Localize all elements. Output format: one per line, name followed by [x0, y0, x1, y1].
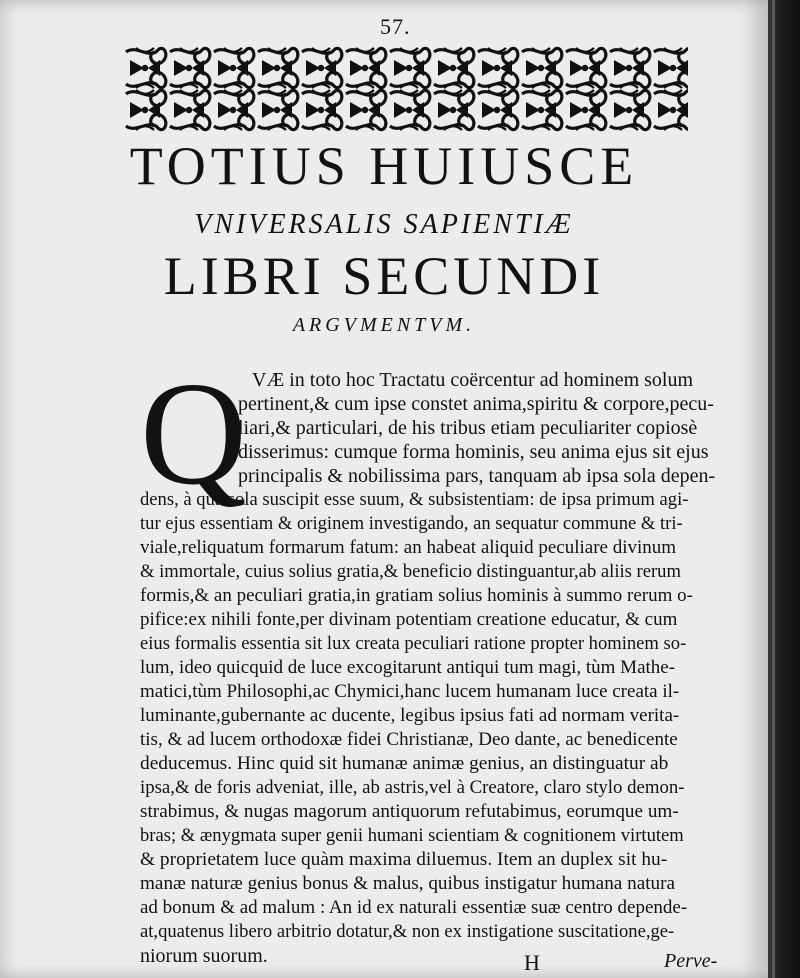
body-line: matici,tùm Philosophi,ac Chymici,hanc lucem humanam luce creata il- — [140, 681, 680, 702]
heading-line-1: TOTIUS HUIUSCE — [129, 136, 639, 196]
body-line: ipsa,& de foris adveniat, ille, ab astris,vel à Creatore, claro stylo demon- — [140, 777, 685, 798]
signature-mark: H — [524, 950, 540, 975]
body-line: dens, à qua sola suscipit esse suum, & subsistentiam: de ipsa primum agi- — [140, 489, 689, 510]
body-line: pifice:ex nihili fonte,per divinam potentiam creatione educatur, & cum — [140, 609, 678, 630]
body-line: niorum suorum. — [140, 945, 268, 967]
body-line: tis, & ad lucem orthodoxæ fidei Christianæ, Deo dante, ac benedicente — [140, 729, 678, 750]
catchword: Perve- — [664, 950, 718, 972]
body-line: lum, ideo quicquid de luce excogitarunt antiqui tum magi, tùm Mathe- — [140, 657, 676, 678]
heading-line-4: ARGVMENTVM. — [292, 314, 476, 336]
page-number: 57. — [380, 14, 411, 39]
body-line: & immortale, cuius solius gratia,& beneficio distinguantur,ab aliis rerum — [140, 561, 681, 582]
drop-capital: Q — [140, 352, 247, 516]
body-line: strabimus, & nugas magorum antiquorum refutabimus, eorumque um- — [140, 801, 679, 822]
body-line: VÆ in toto hoc Tractatu coërcentur ad hominem solum — [252, 369, 694, 391]
body-line: viale,reliquatum formarum fatum: an habeat aliquid peculiare divinum — [140, 537, 677, 558]
book-spine-shadow — [768, 0, 800, 978]
body-line: tur ejus essentiam & originem investigando, an sequatur commune & tri- — [140, 513, 683, 534]
body-line: principalis & nobilissima pars, tanquam ab ipsa sola depen- — [238, 465, 716, 487]
body-line: bras; & ænygmata super genii humani scientiam & cognitionem virtutem — [140, 825, 684, 846]
heading-line-3: LIBRI SECUNDI — [163, 246, 605, 306]
body-line: at,quatenus libero arbitrio dotatur,& non ex instigatione suscitatione,ge- — [140, 921, 675, 942]
body-line: formis,& an peculiari gratia,in gratiam solius hominis à summo rerum o- — [140, 585, 693, 606]
body-line: luminante,gubernante ac ducente, legibus ipsius fati ad normam verita- — [140, 705, 680, 726]
body-line: liari,& particulari, de his tribus etiam peculiariter copiosè — [238, 417, 698, 439]
body-line: deducemus. Hinc quid sit humanæ animæ genius, an distinguatur ab — [140, 753, 669, 774]
body-line: eius formalis essentia sit lux creata peculiari ratione propter hominem so- — [140, 633, 687, 654]
body-line: disserimus: cumque forma hominis, seu anima ejus sit ejus — [238, 441, 709, 463]
body-line: manæ naturæ genius bonus & malus, quibus instigatur humana natura — [140, 873, 676, 894]
page-edge — [772, 0, 775, 978]
heading-line-2: VNIVERSALIS SAPIENTIÆ — [194, 209, 574, 240]
printers-ornament-band — [122, 46, 688, 132]
body-line: pertinent,& cum ipse constet anima,spiritu & corpore,pecu- — [238, 393, 714, 415]
body-line: ad bonum & ad malum : An id ex naturali essentiæ suæ centro depende- — [140, 897, 688, 918]
body-line: & proprietatem luce quàm maxima diluemus. Item an duplex sit hu- — [140, 849, 668, 870]
